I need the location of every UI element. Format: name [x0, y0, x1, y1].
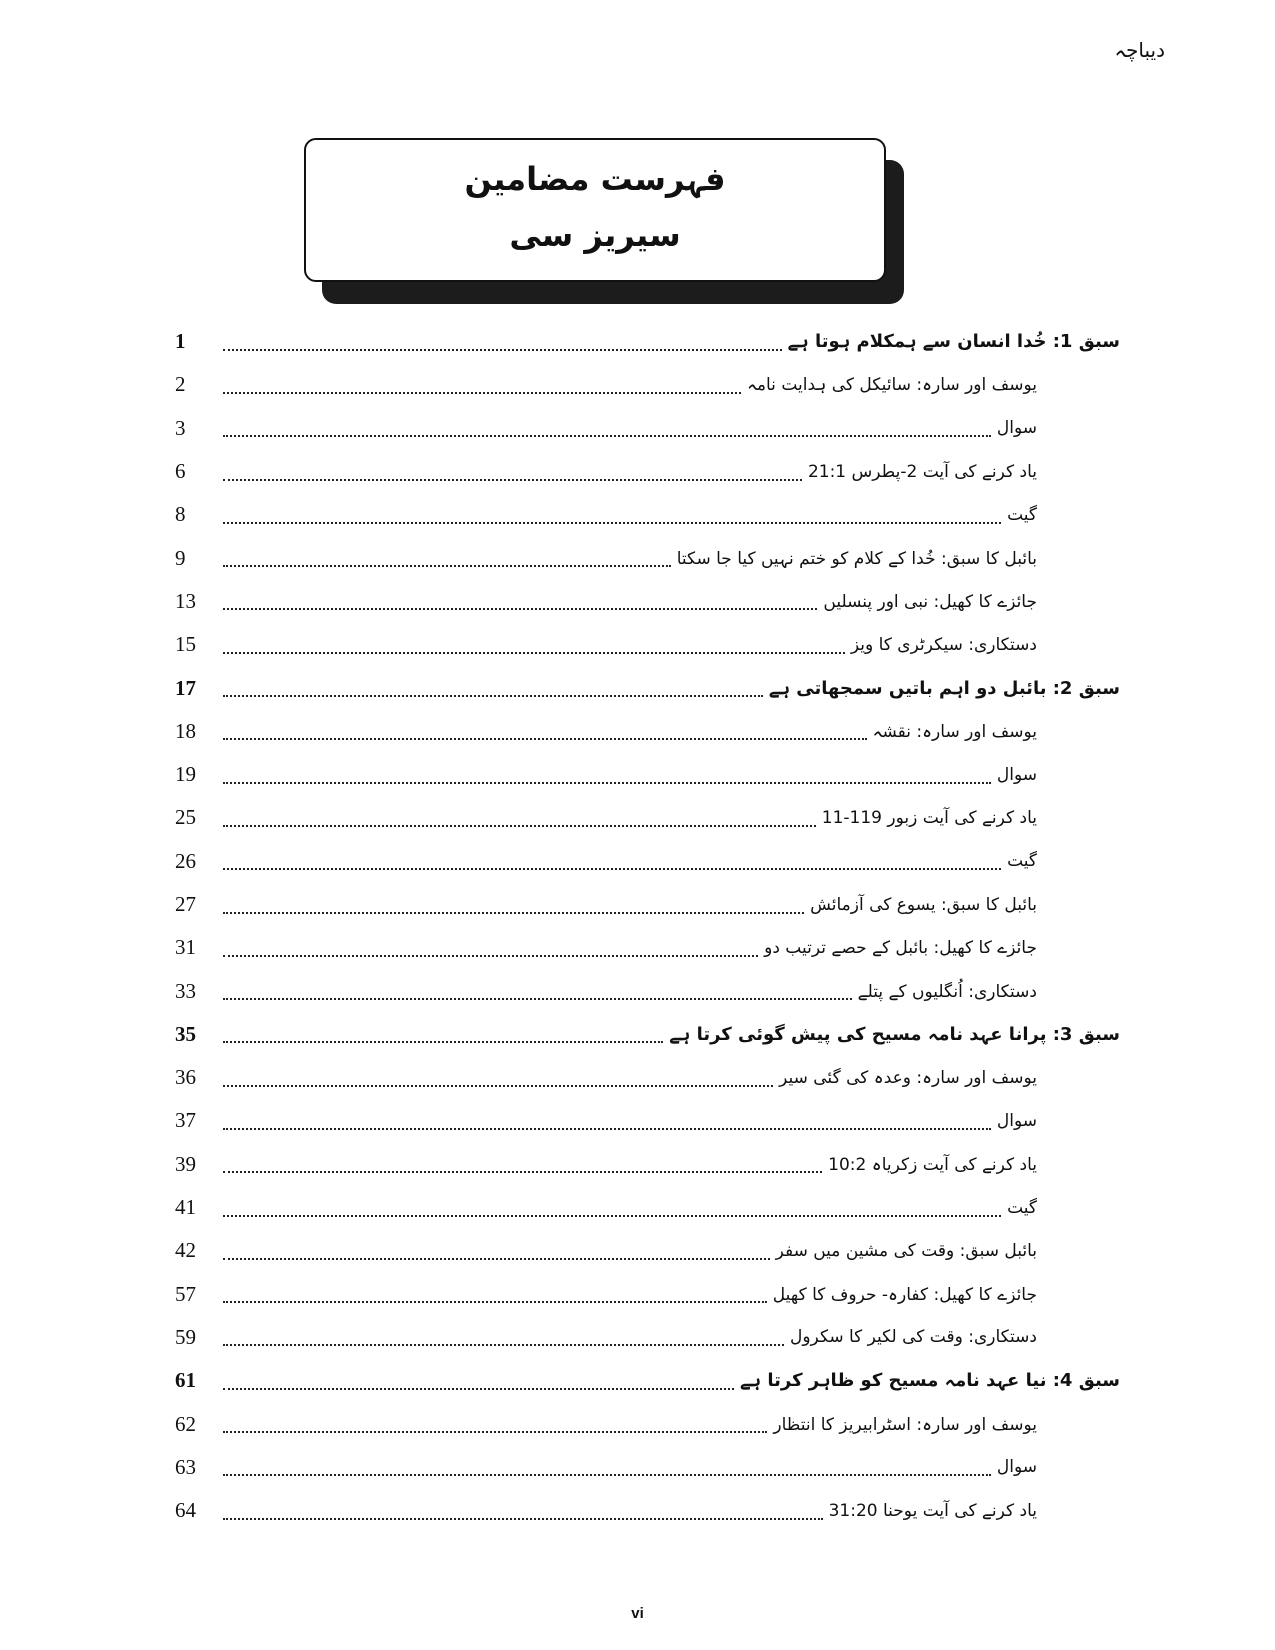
toc-entry-title: سوال: [996, 1457, 1037, 1478]
dot-leader: [223, 565, 671, 567]
toc-page-number: 35: [175, 1021, 196, 1046]
dot-leader: [223, 435, 991, 437]
toc-entry-title: دستکاری: وقت کی لکیر کا سکرول: [790, 1327, 1037, 1348]
toc-page-number: 61: [175, 1368, 196, 1393]
toc-entry-title: بائبل کا سبق: یسوع کی آزمائش: [810, 894, 1037, 915]
toc-page-number: 26: [175, 848, 196, 873]
toc-entry-title: یاد کرنے کی آیت یوحنا 31:20: [828, 1501, 1037, 1522]
toc-entry-title: جائزے کا کھیل: بائبل کے حصے ترتیب دو: [764, 938, 1037, 959]
toc-entry-row[interactable]: [175, 1273, 1120, 1316]
dot-leader: [223, 1258, 770, 1260]
dot-leader: [223, 349, 782, 351]
dot-leader: [223, 479, 802, 481]
contents-heading: فہرست مضامین: [464, 160, 726, 198]
toc-entry-row[interactable]: [175, 926, 1120, 969]
toc-page-number: 39: [175, 1151, 196, 1176]
toc-entry-title: سوال: [996, 418, 1037, 439]
dot-leader: [223, 1518, 823, 1520]
toc-page-number: 62: [175, 1411, 196, 1436]
toc-entry-row[interactable]: [175, 1446, 1120, 1489]
toc-page-number: 42: [175, 1238, 196, 1263]
dot-leader: [223, 1041, 663, 1043]
toc-entry-row[interactable]: [175, 407, 1120, 450]
toc-entry-row[interactable]: [175, 1402, 1120, 1445]
toc-page-number: 41: [175, 1195, 196, 1220]
toc-entry-row[interactable]: [175, 969, 1120, 1012]
toc-entry-row[interactable]: [175, 840, 1120, 883]
toc-lesson-row[interactable]: [175, 320, 1120, 363]
dot-leader: [223, 392, 741, 394]
toc-page-number: 18: [175, 718, 196, 743]
toc-page-number: 37: [175, 1108, 196, 1133]
toc-page-number: 13: [175, 588, 196, 613]
toc-entry-title: یاد کرنے کی آیت زکریاہ 10:2: [828, 1154, 1037, 1175]
dot-leader: [223, 1474, 991, 1476]
dot-leader: [223, 1128, 991, 1130]
toc-entry-title: یاد کرنے کی آیت زبور 119-11: [821, 808, 1037, 829]
page-number: vi: [631, 1605, 644, 1622]
toc-page-number: 31: [175, 935, 196, 960]
toc-page-number: 8: [175, 502, 186, 527]
toc-page-number: 36: [175, 1065, 196, 1090]
toc-page-number: 63: [175, 1454, 196, 1479]
table-of-contents: [175, 320, 1120, 1532]
toc-lesson-row[interactable]: [175, 1359, 1120, 1402]
toc-entry-title: گیت: [1007, 851, 1037, 872]
toc-page-number: 64: [175, 1498, 196, 1523]
toc-entry-title: گیت: [1007, 504, 1037, 525]
toc-entry-row[interactable]: [175, 536, 1120, 579]
dot-leader: [223, 998, 852, 1000]
toc-page-number: 59: [175, 1324, 196, 1349]
toc-entry-row[interactable]: [175, 623, 1120, 666]
toc-entry-row[interactable]: [175, 1489, 1120, 1532]
dot-leader: [223, 652, 845, 654]
toc-entry-row[interactable]: [175, 1143, 1120, 1186]
dot-leader: [223, 1085, 773, 1087]
toc-entry-title: سبق 1: خُدا انسان سے ہمکلام ہوتا ہے: [787, 331, 1120, 353]
toc-page-number: 3: [175, 415, 186, 440]
toc-entry-title: یوسف اور سارہ: سائیکل کی ہدایت نامہ: [746, 375, 1037, 396]
dot-leader: [223, 522, 1001, 524]
dot-leader: [223, 738, 867, 740]
toc-page-number: 33: [175, 978, 196, 1003]
toc-entry-title: دستکاری: سیکرٹری کا ویز: [850, 634, 1037, 655]
toc-entry-title: بائبل سبق: وقت کی مشین میں سفر: [775, 1240, 1037, 1261]
toc-lesson-row[interactable]: [175, 1013, 1120, 1056]
dot-leader: [223, 608, 817, 610]
dot-leader: [223, 868, 1001, 870]
toc-entry-title: گیت: [1007, 1197, 1037, 1218]
toc-entry-title: دستکاری: اُنگلیوں کے پتلے: [857, 981, 1037, 1002]
toc-entry-row[interactable]: [175, 1056, 1120, 1099]
toc-entry-title: سبق 4: نیا عہد نامہ مسیح کو ظاہر کرتا ہے: [740, 1370, 1120, 1392]
toc-page-number: 6: [175, 459, 186, 484]
toc-entry-row[interactable]: [175, 493, 1120, 536]
toc-entry-title: سبق 3: پرانا عہد نامہ مسیح کی پیش گوئی کرتا ہے: [669, 1023, 1120, 1045]
dot-leader: [223, 1215, 1001, 1217]
toc-entry-row[interactable]: [175, 1229, 1120, 1272]
toc-page-number: 17: [175, 675, 196, 700]
toc-lesson-row[interactable]: [175, 666, 1120, 709]
toc-page-number: 2: [175, 372, 186, 397]
toc-page-number: 9: [175, 545, 186, 570]
toc-entry-row[interactable]: [175, 883, 1120, 926]
toc-page-number: 25: [175, 805, 196, 830]
dot-leader: [223, 695, 763, 697]
toc-entry-row[interactable]: [175, 1099, 1120, 1142]
toc-entry-title: بائبل کا سبق: خُدا کے کلام کو ختم نہیں کیا جا سکتا: [676, 548, 1037, 569]
toc-entry-row[interactable]: [175, 753, 1120, 796]
toc-entry-title: یوسف اور سارہ: نقشہ: [872, 721, 1037, 742]
dot-leader: [223, 1344, 784, 1346]
dot-leader: [223, 1388, 734, 1390]
toc-entry-title: جائزے کا کھیل: کفارہ- حروف کا کھیل: [772, 1284, 1037, 1305]
toc-entry-title: جائزے کا کھیل: نبی اور پنسلیں: [823, 591, 1037, 612]
toc-entry-title: یوسف اور سارہ: اسٹرابیریز کا انتظار: [773, 1414, 1037, 1435]
dot-leader: [223, 782, 991, 784]
dot-leader: [223, 1301, 767, 1303]
toc-entry-title: سوال: [996, 764, 1037, 785]
toc-entry-row[interactable]: [175, 796, 1120, 839]
toc-entry-row[interactable]: [175, 450, 1120, 493]
dot-leader: [223, 912, 804, 914]
toc-entry-row[interactable]: [175, 1186, 1120, 1229]
toc-page-number: 57: [175, 1281, 196, 1306]
running-head: دیباچہ: [1114, 38, 1165, 62]
dot-leader: [223, 1171, 822, 1173]
toc-page-number: 15: [175, 632, 196, 657]
toc-page-number: 1: [175, 329, 186, 354]
toc-entry-title: سبق 2: بائبل دو اہم باتیں سمجھاتی ہے: [768, 677, 1120, 699]
dot-leader: [223, 1431, 767, 1433]
toc-entry-row[interactable]: [175, 710, 1120, 753]
toc-entry-row[interactable]: [175, 1316, 1120, 1359]
toc-entry-row[interactable]: [175, 580, 1120, 623]
toc-entry-title: یوسف اور سارہ: وعدہ کی گئی سیر: [779, 1068, 1037, 1089]
toc-page-number: 19: [175, 762, 196, 787]
toc-page-number: 27: [175, 892, 196, 916]
toc-entry-row[interactable]: [175, 363, 1120, 406]
title-box: [304, 138, 886, 282]
toc-entry-title: یاد کرنے کی آیت 2-پطرس 21:1: [807, 462, 1037, 483]
dot-leader: [223, 825, 816, 827]
toc-entry-title: سوال: [996, 1110, 1037, 1131]
dot-leader: [223, 955, 758, 957]
series-heading: سیریز سی: [509, 216, 681, 254]
